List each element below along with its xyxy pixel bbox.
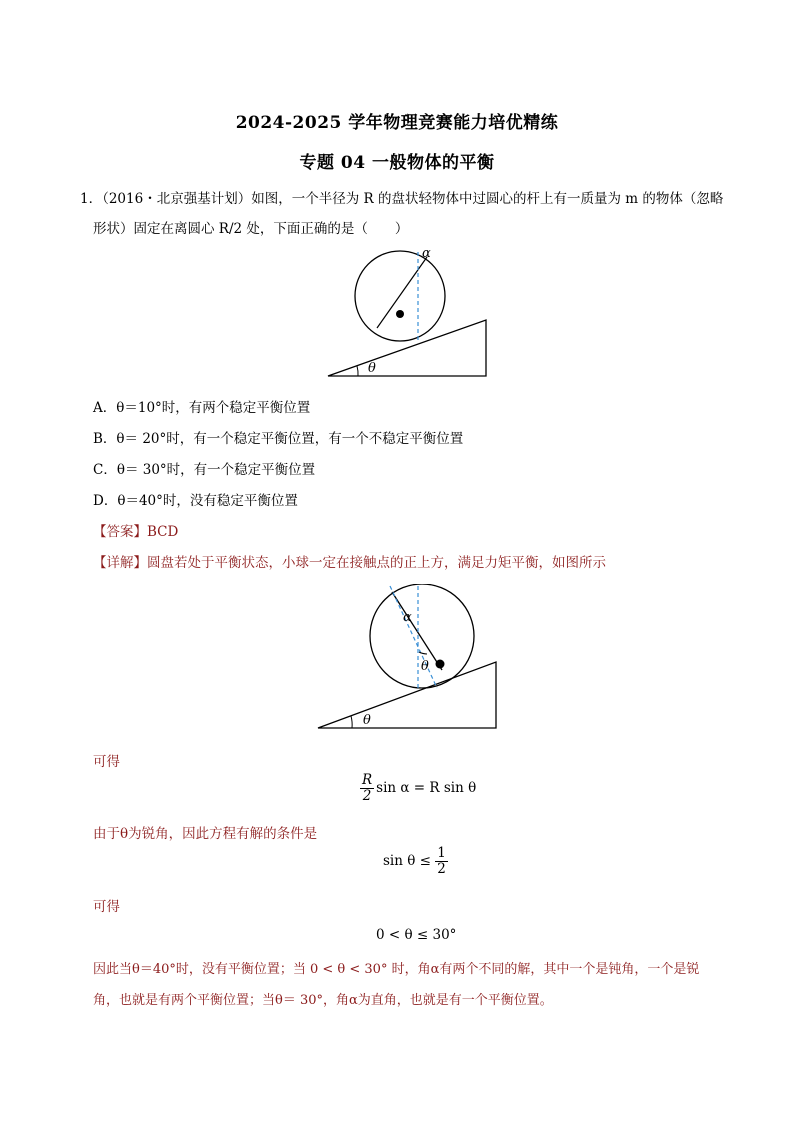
figure-2-equilibrium bbox=[312, 584, 502, 732]
figure-1-disk-on-incline bbox=[320, 245, 490, 380]
conclusion-line-1: 因此当θ＝40°时，没有平衡位置；当 0 < θ < 30° 时，角α有两个不同的解，其中一个是钝角，一个是锐 bbox=[93, 962, 700, 977]
explanation-tag: 【详解】 bbox=[93, 555, 147, 571]
conclusion-line-2: 角，也就是有两个平衡位置；当θ＝ 30°，角α为直角，也就是有一个平衡位置。 bbox=[93, 993, 553, 1008]
incline-triangle-2 bbox=[318, 662, 496, 728]
option-b: B．θ＝ 20°时，有一个稳定平衡位置，有一个不稳定平衡位置 bbox=[93, 431, 464, 447]
option-c: C．θ＝ 30°时，有一个稳定平衡位置 bbox=[93, 462, 316, 478]
formula-1-fraction bbox=[360, 773, 374, 804]
formula-1 bbox=[360, 773, 476, 804]
formula-1-rest: sin α = R sin θ bbox=[376, 780, 477, 796]
question-source: （2016・北京强基计划） bbox=[102, 191, 252, 207]
question-line-2: 形状）固定在离圆心 R/2 处，下面正确的是（ ） bbox=[93, 221, 409, 237]
label-theta: θ bbox=[368, 361, 376, 376]
formula-1-den: 2 bbox=[362, 788, 372, 804]
mass-dot-2 bbox=[436, 660, 445, 669]
formula-2-den: 2 bbox=[437, 861, 446, 877]
answer-value: BCD bbox=[147, 524, 179, 540]
question-text-1: 如图，一个半径为 R 的盘状轻物体中过圆心的杆上有一质量为 m 的物体（忽略 bbox=[251, 191, 724, 207]
formula-1-num: R bbox=[362, 772, 373, 788]
formula-2-lhs: sin θ ≤ bbox=[383, 853, 431, 869]
label-alpha: α bbox=[422, 246, 431, 261]
page-title: 2024-2025 学年物理竞赛能力培优精练 bbox=[235, 113, 559, 133]
explanation-text: 圆盘若处于平衡状态，小球一定在接触点的正上方，满足力矩平衡，如图所示 bbox=[147, 555, 606, 571]
option-d: D．θ＝40°时，没有稳定平衡位置 bbox=[93, 493, 298, 509]
theta-arc-2 bbox=[351, 716, 352, 728]
incline-triangle bbox=[328, 320, 486, 376]
option-a: A．θ＝10°时，有两个稳定平衡位置 bbox=[93, 400, 311, 416]
label-alpha-2: α bbox=[403, 610, 412, 625]
mass-dot bbox=[396, 310, 404, 318]
normal-dashed-line bbox=[390, 586, 437, 688]
theta-arc bbox=[357, 366, 358, 376]
inner-theta-arc bbox=[419, 652, 427, 654]
formula-2-fraction bbox=[435, 846, 448, 877]
explanation-line bbox=[93, 551, 606, 571]
question-line-1 bbox=[80, 187, 723, 207]
formula-2 bbox=[383, 846, 450, 877]
formula-2-num: 1 bbox=[437, 845, 446, 861]
label-theta-2: θ bbox=[363, 713, 371, 728]
page-subtitle: 专题 04 一般物体的平衡 bbox=[299, 153, 495, 173]
formula-3: 0 < θ ≤ 30° bbox=[376, 927, 457, 943]
question-number: 1． bbox=[80, 191, 103, 207]
answer-tag: 【答案】 bbox=[93, 524, 147, 540]
answer-line bbox=[93, 520, 178, 540]
disk-rod-2 bbox=[392, 592, 442, 670]
kede-1: 可得 bbox=[93, 754, 120, 770]
because-line: 由于θ为锐角，因此方程有解的条件是 bbox=[93, 826, 318, 842]
kede-2: 可得 bbox=[93, 899, 120, 915]
label-theta-inner: θ bbox=[421, 659, 429, 674]
